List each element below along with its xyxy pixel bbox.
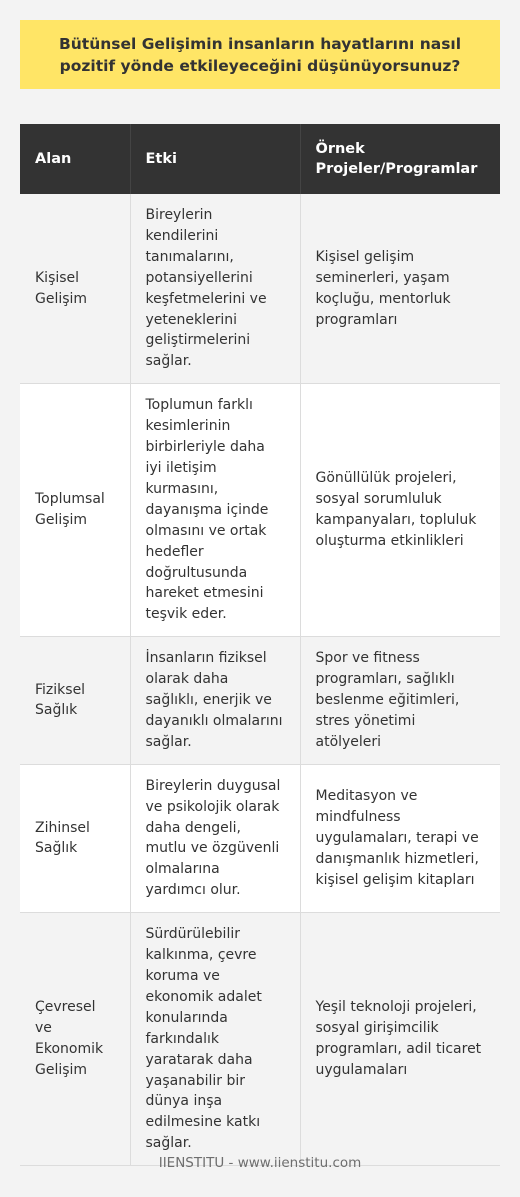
table-row bbox=[20, 384, 500, 637]
cell-effect: Bireylerin duygusal ve psikolojik olarak daha dengeli, mutlu ve özgüvenli olmalarına yardımcı olur. bbox=[130, 764, 300, 912]
cell-effect: İnsanların fiziksel olarak daha sağlıklı, enerjik ve dayanıklı olmalarını sağlar. bbox=[130, 637, 300, 765]
comparison-table-container bbox=[20, 124, 500, 1166]
cell-examples: Yeşil teknoloji projeleri, sosyal girişimcilik programları, adil ticaret uygulamaları bbox=[300, 913, 500, 1166]
table-row bbox=[20, 913, 500, 1166]
cell-area: Fiziksel Sağlık bbox=[20, 637, 130, 765]
table-row bbox=[20, 194, 500, 384]
cell-area: Kişisel Gelişim bbox=[20, 194, 130, 384]
banner-title: Bütünsel Gelişimin insanların hayatlarını nasıl pozitif yönde etkileyeceğini düşünüyorsunuz? bbox=[58, 34, 462, 75]
cell-area: Toplumsal Gelişim bbox=[20, 384, 130, 637]
cell-area: Çevresel ve Ekonomik Gelişim bbox=[20, 913, 130, 1166]
cell-effect: Bireylerin kendilerini tanımalarını, potansiyellerini keşfetmelerini ve yeteneklerini geliştirmelerini sağlar. bbox=[130, 194, 300, 384]
cell-examples: Kişisel gelişim seminerleri, yaşam koçluğu, mentorluk programları bbox=[300, 194, 500, 384]
cell-examples: Spor ve fitness programları, sağlıklı beslenme eğitimleri, stres yönetimi atölyeleri bbox=[300, 637, 500, 765]
table-row bbox=[20, 764, 500, 912]
footer-credit: IIENSTITU - www.iienstitu.com bbox=[158, 1155, 362, 1171]
header-effect: Etki bbox=[130, 124, 300, 194]
header-examples: Örnek Projeler/Programlar bbox=[300, 124, 500, 194]
question-banner bbox=[20, 20, 500, 89]
cell-examples: Gönüllülük projeleri, sosyal sorumluluk kampanyaları, topluluk oluşturma etkinlikleri bbox=[300, 384, 500, 637]
cell-effect: Toplumun farklı kesimlerinin birbirleriyle daha iyi iletişim kurmasını, dayanışma içinde olmasını ve ortak hedefler doğrultusunda hareket etmesini teşvik eder. bbox=[130, 384, 300, 637]
cell-area: Zihinsel Sağlık bbox=[20, 764, 130, 912]
cell-effect: Sürdürülebilir kalkınma, çevre koruma ve ekonomik adalet konularında farkındalık yaratarak daha yaşanabilir bir dünya inşa edilmesine katkı sağlar. bbox=[130, 913, 300, 1166]
table-header-row bbox=[20, 124, 500, 194]
comparison-table bbox=[20, 124, 500, 1166]
cell-examples: Meditasyon ve mindfulness uygulamaları, terapi ve danışmanlık hizmetleri, kişisel gelişim kitapları bbox=[300, 764, 500, 912]
table-row bbox=[20, 637, 500, 765]
header-area: Alan bbox=[20, 124, 130, 194]
